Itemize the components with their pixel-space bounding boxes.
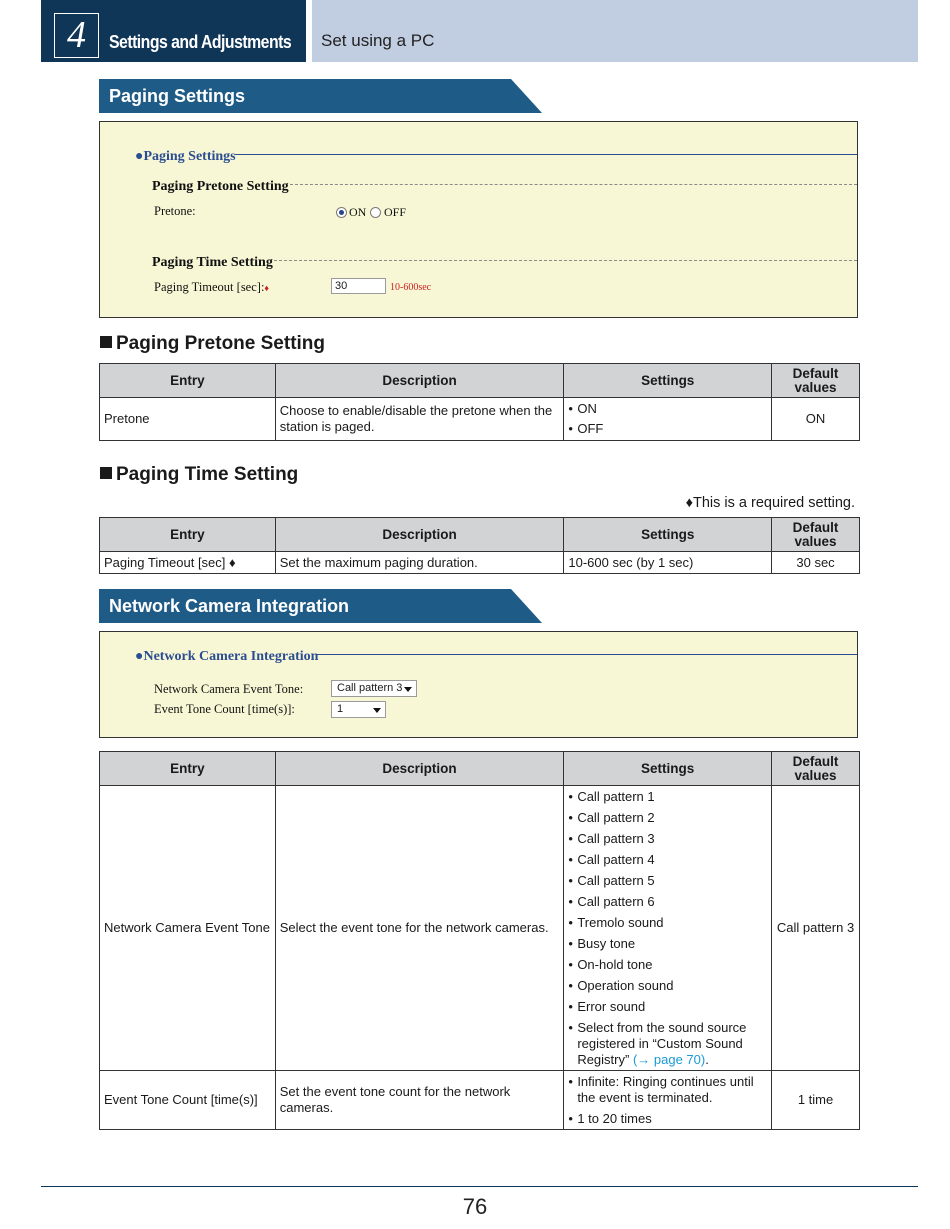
pretone-group-title: Paging Pretone Setting: [152, 179, 289, 194]
pretone-on-radio[interactable]: [336, 207, 347, 218]
square-bullet-icon: [100, 336, 112, 348]
list-item: • Call pattern 2: [568, 810, 767, 826]
tone-count-value: 1: [337, 703, 344, 715]
time-table: [99, 517, 860, 574]
list-item: • Busy tone: [568, 936, 767, 952]
chevron-down-icon: [404, 687, 412, 692]
cell-entry: Pretone: [100, 398, 276, 441]
pretone-off-label[interactable]: OFF: [384, 205, 407, 219]
pretone-table: [99, 363, 860, 441]
cell-default: 30 sec: [772, 552, 860, 574]
cell-description: Set the event tone count for the network cameras.: [275, 1071, 564, 1130]
table-header-row: [100, 752, 860, 786]
table-row: [100, 398, 860, 441]
required-mark: ♦: [264, 283, 270, 293]
cell-default: 1 time: [772, 1071, 860, 1130]
list-item: [568, 1020, 767, 1068]
pretone-on-label[interactable]: ON: [349, 205, 367, 219]
pretone-label: Pretone:: [154, 204, 196, 218]
timeout-input[interactable]: 30: [331, 278, 386, 294]
cell-entry: Network Camera Event Tone: [100, 786, 276, 1071]
col-default: Default values: [772, 518, 860, 552]
pretone-heading-text: Paging Pretone Setting: [116, 333, 326, 354]
footer-rule: [41, 1186, 918, 1187]
cell-default: Call pattern 3: [772, 786, 860, 1071]
pretone-section-heading: [100, 333, 325, 355]
header-subtitle: Set using a PC: [321, 31, 435, 50]
col-settings: Settings: [564, 518, 772, 552]
col-description: Description: [275, 364, 564, 398]
cell-settings: [564, 1071, 772, 1130]
cell-settings: [564, 786, 772, 1071]
list-item: • Call pattern 5: [568, 873, 767, 889]
timeout-hint: 10-600sec: [390, 282, 432, 293]
cell-description: Select the event tone for the network cameras.: [275, 786, 564, 1071]
chevron-down-icon: [373, 708, 381, 713]
event-tone-select[interactable]: [331, 680, 417, 697]
camera-settings-panel: [99, 631, 858, 738]
list-item: • Call pattern 1: [568, 789, 767, 805]
list-item: • Tremolo sound: [568, 915, 767, 931]
col-settings: Settings: [564, 364, 772, 398]
time-group-title: Paging Time Setting: [152, 255, 273, 270]
event-tone-value: Call pattern 3: [337, 682, 403, 694]
chapter-title: Settings and Adjustments: [109, 32, 292, 52]
panel-heading: ●Paging Settings: [135, 149, 236, 164]
panel-heading-rule: [235, 154, 857, 155]
list-item: • OFF: [568, 421, 767, 437]
col-description: Description: [275, 752, 564, 786]
custom-sound-text: Select from the sound source registered in “Custom Sound Registry”: [577, 1020, 747, 1067]
cell-description: Set the maximum paging duration.: [275, 552, 564, 574]
timeout-label-text: Paging Timeout [sec]:: [154, 280, 265, 294]
sentence-end: .: [705, 1052, 709, 1067]
table-header-row: [100, 518, 860, 552]
col-entry: Entry: [100, 364, 276, 398]
paging-settings-panel: [99, 121, 858, 318]
list-item: • On-hold tone: [568, 957, 767, 973]
cell-settings: 10-600 sec (by 1 sec): [564, 552, 772, 574]
required-note: ♦This is a required setting.: [685, 495, 855, 511]
table-row: [100, 1071, 860, 1130]
col-default: Default values: [772, 364, 860, 398]
cell-settings: [564, 398, 772, 441]
list-item: • Error sound: [568, 999, 767, 1015]
chapter-number: 4: [54, 13, 99, 58]
pretone-group-rule: [290, 184, 857, 185]
table-header-row: [100, 364, 860, 398]
list-item: • ON: [568, 401, 767, 417]
page-link[interactable]: (→ page 70): [632, 1052, 706, 1067]
col-settings: Settings: [564, 752, 772, 786]
panel-heading: ●Network Camera Integration: [135, 649, 319, 664]
time-group-rule: [274, 260, 857, 261]
time-section-heading: [100, 464, 298, 486]
cell-entry: Paging Timeout [sec] ♦: [100, 552, 276, 574]
table-row: [100, 786, 860, 1071]
page-number: 76: [462, 1194, 488, 1219]
list-item: • Call pattern 6: [568, 894, 767, 910]
tone-count-select[interactable]: [331, 701, 386, 718]
time-heading-text: Paging Time Setting: [116, 464, 299, 485]
banner-title: Network Camera Integration: [109, 596, 350, 616]
list-item: • Operation sound: [568, 978, 767, 994]
col-entry: Entry: [100, 752, 276, 786]
camera-table: [99, 751, 860, 1130]
col-entry: Entry: [100, 518, 276, 552]
list-item: • Infinite: Ringing continues until the event is terminated.: [568, 1074, 767, 1106]
list-item: • Call pattern 4: [568, 852, 767, 868]
cell-entry: Event Tone Count [time(s)]: [100, 1071, 276, 1130]
header-subtitle-bar: [312, 0, 918, 62]
panel-heading-rule: [316, 654, 857, 655]
section-banner-paging: [99, 79, 543, 113]
timeout-label: [154, 280, 269, 295]
col-description: Description: [275, 518, 564, 552]
square-bullet-icon: [100, 467, 112, 479]
list-item: • Call pattern 3: [568, 831, 767, 847]
section-banner-camera: [99, 589, 543, 623]
chapter-header: [41, 0, 306, 62]
pretone-off-radio[interactable]: [370, 207, 381, 218]
banner-title: Paging Settings: [109, 86, 246, 106]
tone-count-label: Event Tone Count [time(s)]:: [154, 702, 295, 716]
table-row: [100, 552, 860, 574]
list-item: • 1 to 20 times: [568, 1111, 767, 1127]
cell-description: Choose to enable/disable the pretone when the station is paged.: [275, 398, 564, 441]
col-default: Default values: [772, 752, 860, 786]
event-tone-label: Network Camera Event Tone:: [154, 682, 304, 696]
cell-default: ON: [772, 398, 860, 441]
